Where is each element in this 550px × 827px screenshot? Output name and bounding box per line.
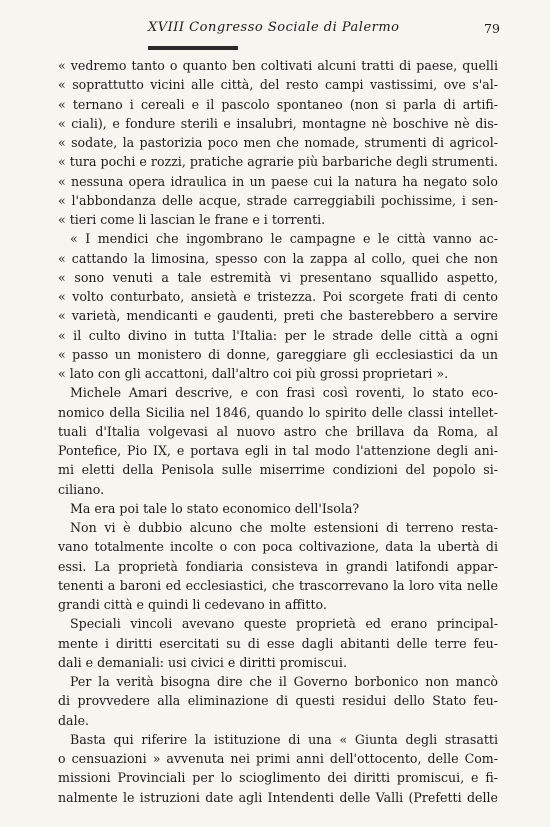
text-line: nalmente le istruzioni date agli Intendenti delle Valli (Prefetti delle [58,789,498,805]
page-number: 79 [484,21,500,36]
text-line: o censuazioni » avvenuta nei primi anni dell'ottocento, delle Com- [58,751,498,766]
page-header [0,18,550,42]
text-line: « ciali), e fondure sterili e insalubri, montagne nè boschive nè dis- [58,115,498,131]
text-line: « passo un monistero di donne, gareggiare gli ecclesiastici da un [58,346,498,362]
text-line: « lato con gli accattoni, dall'altro coi più grossi proprietari ». [58,366,449,381]
text-line: grandi città e quindi li cedevano in affitto. [58,597,327,612]
text-line: missioni Provinciali per lo scioglimento dei diritti promiscui, e fi- [58,770,498,786]
text-line: Pontefice, Pio IX, e portava egli in tal modo l'attenzione degli ani- [58,443,498,458]
text-line: di provvedere alla eliminazione di questi residui dello Stato feu- [58,693,498,709]
text-line: « nessuna opera idraulica in un paese cui la natura ha negato solo [58,173,498,189]
text-line: « l'abbondanza delle acque, strade carreggiabili pochissime, i sen- [58,192,498,208]
text-line: « ternano i cereali e il pascolo spontaneo (non si parla di artifi- [58,96,498,112]
text-line: mi eletti della Penisola sulle miserrime condizioni del popolo si- [58,462,498,478]
text-line: nomico della Sicilia nel 1846, quando lo spirito delle classi intellet- [58,404,498,420]
text-line: « volto conturbato, ansietà e tristezza. Poi scorgete frati di cento [58,289,498,304]
text-line: « varietà, mendicanti e gaudenti, preti che basterebbero a servire [58,308,498,324]
text-line: tenenti a baroni ed ecclesiastici, che trascorrevano la loro vita nelle [58,577,498,593]
text-line: « I mendici che ingombrano le campagne e le città vanno ac- [70,231,498,247]
text-line: « cattando la limosina, spesso con la zappa al collo, quei che non [58,250,498,266]
text-line: Ma era poi tale lo stato economico dell'Isola? [70,500,360,516]
text-line: « sono venuti a tale estremità vi presentano squallido aspetto, [58,269,498,285]
text-line: vano totalmente incolte o con poca coltivazione, data la ubertà di [58,539,498,555]
text-line: tuali d'Italia volgevasi al nuovo astro che brillava da Roma, al [58,423,498,439]
body-text [58,56,498,807]
text-line: « soprattutto vicini alle città, del resto campi vastissimi, ove s'al- [58,77,498,93]
header-rule [148,46,238,50]
text-line: ciliano. [58,481,105,497]
text-line: Non vi è dubbio alcuno che molte estensioni di terreno resta- [70,520,498,535]
text-line: « tieri come li lascian le frane e i torrenti. [58,212,326,227]
text-line: dali e demaniali: usi civici e diritti promiscui. [58,654,347,670]
text-line: Per la verità bisogna dire che il Governo borbonico non mancò [70,674,498,689]
text-line: Speciali vincoli avevano queste proprietà ed erano principal- [70,616,498,632]
text-line: mente i diritti esercitati su di esse dagli abitanti delle terre feu- [58,635,498,651]
text-line: essi. La proprietà fondiaria consisteva in grandi latifondi appar- [58,558,498,574]
text-line: « sodate, la pastorizia poco men che nomade, strumenti di agricol- [58,135,498,150]
text-line: Michele Amari descrive, e con frasi così roventi, lo stato eco- [70,385,498,401]
text-line: Basta qui riferire la istituzione di una « Giunta degli strasatti [70,731,498,747]
text-line: « il culto divino in tutta l'Italia: per le strade delle città a ogni [58,327,498,343]
text-line: « vedremo tanto o quanto ben coltivati alcuni tratti di paese, quelli [58,58,498,73]
text-line: dale. [58,712,90,728]
text-line: « tura pochi e rozzi, pratiche agrarie più barbariche degli strumenti. [58,154,498,170]
running-title: XVIII Congresso Sociale di Palermo [148,20,400,35]
